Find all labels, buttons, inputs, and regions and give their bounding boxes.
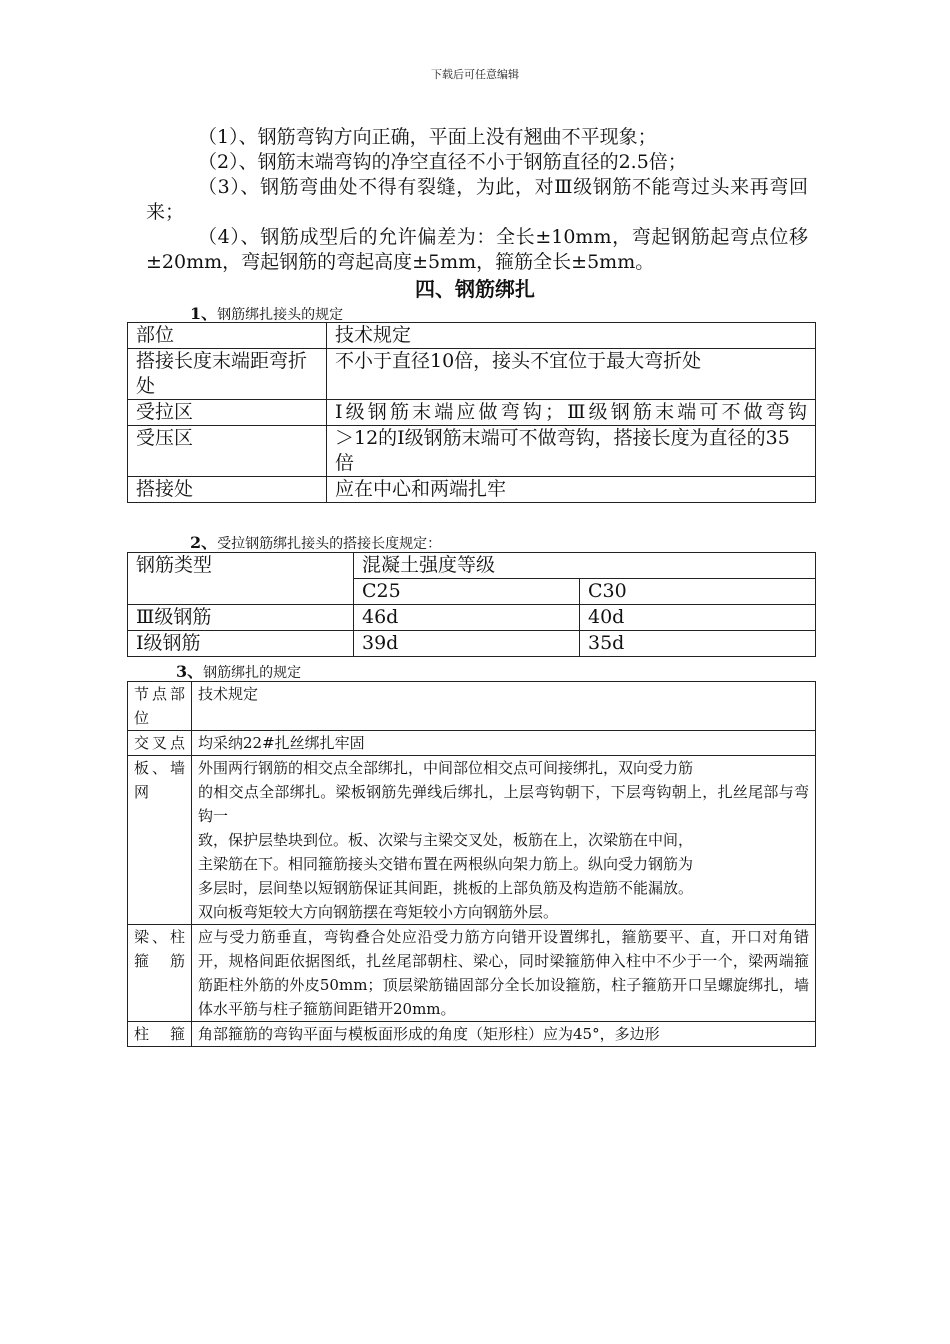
subheading-2 xyxy=(190,530,441,553)
node-label-cell: 交叉点 xyxy=(128,731,192,756)
subheading-2-text: 受拉钢筋绑扎接头的搭接长度规定： xyxy=(217,536,442,552)
table-row xyxy=(128,553,816,579)
node-label-cell: 板、墙网 xyxy=(128,756,192,925)
table-row xyxy=(128,925,816,1022)
page-header: 下载后可任意编辑 xyxy=(431,68,519,81)
table-cell: 不小于直径10倍，接头不宜位于最大弯折处 xyxy=(327,349,816,400)
rule-line: 多层时，层间垫以短钢筋保证其间距，挑板的上部负筋及构造筋不能漏放。 xyxy=(198,879,694,897)
rule-line: 的相交点全部绑扎。梁板钢筋先弹线后绑扎，上层弯钩朝下，下层弯钩朝上，扎丝尾部与弯钩一 xyxy=(198,783,809,825)
rule-line: 双向板弯矩较大方向钢筋摆在弯矩较小方向钢筋外层。 xyxy=(198,903,559,921)
subheading-1-text: 钢筋绑扎接头的规定 xyxy=(217,307,344,323)
table-header-cell: 钢筋类型 xyxy=(128,553,354,605)
table-cell: Ⅲ级钢筋 xyxy=(128,605,354,631)
rule-line: 主梁筋在下。相同箍筋接头交错布置在两根纵向架力筋上。纵向受力钢筋为 xyxy=(198,855,694,873)
table-row xyxy=(128,323,816,349)
rule-line: 均采纳22#扎丝绑扎牢固 xyxy=(198,734,365,752)
section-title: 四、钢筋绑扎 xyxy=(415,277,535,301)
table-row xyxy=(128,349,816,400)
table-cell: Ⅰ级钢筋末端应做弯钩；Ⅲ级钢筋末端可不做弯钩 xyxy=(327,400,816,426)
subheading-1 xyxy=(190,301,343,324)
table-row xyxy=(128,631,816,657)
rule-line: 角部箍筋的弯钩平面与模板面形成的角度（矩形柱）应为45°，多边形 xyxy=(198,1025,660,1043)
table-cell: 搭接处 xyxy=(128,477,327,503)
table-cell: 40d xyxy=(580,605,816,631)
table-cell: 应在中心和两端扎牢 xyxy=(327,477,816,503)
paragraph-3: （3）、钢筋弯曲处不得有裂缝，为此，对Ⅲ级钢筋不能弯过头来再弯回来； xyxy=(146,176,808,223)
subheading-2-num: 2、 xyxy=(190,533,218,552)
subheading-3-text: 钢筋绑扎的规定 xyxy=(203,665,302,681)
table-row xyxy=(128,477,816,503)
table-cell xyxy=(192,731,816,756)
table-header-cell: 部位 xyxy=(128,323,327,349)
node-label-cell: 柱箍 xyxy=(128,1022,192,1047)
paragraph-1: （1）、钢筋弯钩方向正确，平面上没有翘曲不平现象； xyxy=(198,126,657,148)
table-header-cell: 混凝土强度等级 xyxy=(354,553,816,579)
table-header-cell: 技术规定 xyxy=(327,323,816,349)
table-row xyxy=(128,756,816,925)
table-cell xyxy=(192,1022,816,1047)
lap-joint-table xyxy=(127,322,816,503)
table-cell xyxy=(192,756,816,925)
table-row xyxy=(128,605,816,631)
rule-line: 应与受力筋垂直，弯钩叠合处应沿受力筋方向错开设置绑扎，箍筋要平、直，开口对角错开，规格间距依据图纸，扎丝尾部朝柱、梁心，同时梁箍筋伸入柱中不少于一个，梁两端箍筋距柱外筋的外皮50mm；顶层梁筋锚固部分全长加设箍筋，柱子箍筋开口呈螺旋绑扎，墙体水平筋与柱子箍筋间距错开20mm。 xyxy=(198,928,809,1018)
grade-cell: C25 xyxy=(354,579,580,605)
table-cell: 受压区 xyxy=(128,426,327,477)
table-cell: 39d xyxy=(354,631,580,657)
table-cell: ＞12的Ⅰ级钢筋末端可不做弯钩，搭接长度为直径的35倍 xyxy=(327,426,816,477)
paragraph-4: （4）、钢筋成型后的允许偏差为：全长±10mm，弯起钢筋起弯点位移±20mm，弯起钢筋的弯起高度±5mm，箍筋全长±5mm。 xyxy=(146,226,808,273)
table-row xyxy=(128,682,816,731)
subheading-3-num: 3、 xyxy=(176,662,204,681)
grade-cell: C30 xyxy=(580,579,816,605)
table-cell: 35d xyxy=(580,631,816,657)
table-cell: Ⅰ级钢筋 xyxy=(128,631,354,657)
paragraph-2: （2）、钢筋末端弯钩的净空直径不小于钢筋直径的2.5倍； xyxy=(198,151,687,173)
table-header-cell: 技术规定 xyxy=(192,682,816,731)
table-cell: 46d xyxy=(354,605,580,631)
table-cell xyxy=(192,925,816,1022)
rule-line: 致，保护层垫块到位。板、次梁与主梁交叉处，板筋在上，次梁筋在中间， xyxy=(198,831,694,849)
lap-length-table xyxy=(127,552,816,657)
table-header-cell: 节点部位 xyxy=(128,682,192,731)
node-label-cell: 梁、柱箍筋 xyxy=(128,925,192,1022)
subheading-3 xyxy=(176,659,301,682)
table-row xyxy=(128,400,816,426)
subheading-1-num: 1、 xyxy=(190,304,218,323)
binding-rules-table xyxy=(127,681,816,1047)
table-cell: 搭接长度末端距弯折处 xyxy=(128,349,327,400)
table-row xyxy=(128,731,816,756)
table-cell: 受拉区 xyxy=(128,400,327,426)
table-row xyxy=(128,426,816,477)
table-row xyxy=(128,1022,816,1047)
rule-line: 外围两行钢筋的相交点全部绑扎，中间部位相交点可间接绑扎，双向受力筋 xyxy=(198,759,694,777)
